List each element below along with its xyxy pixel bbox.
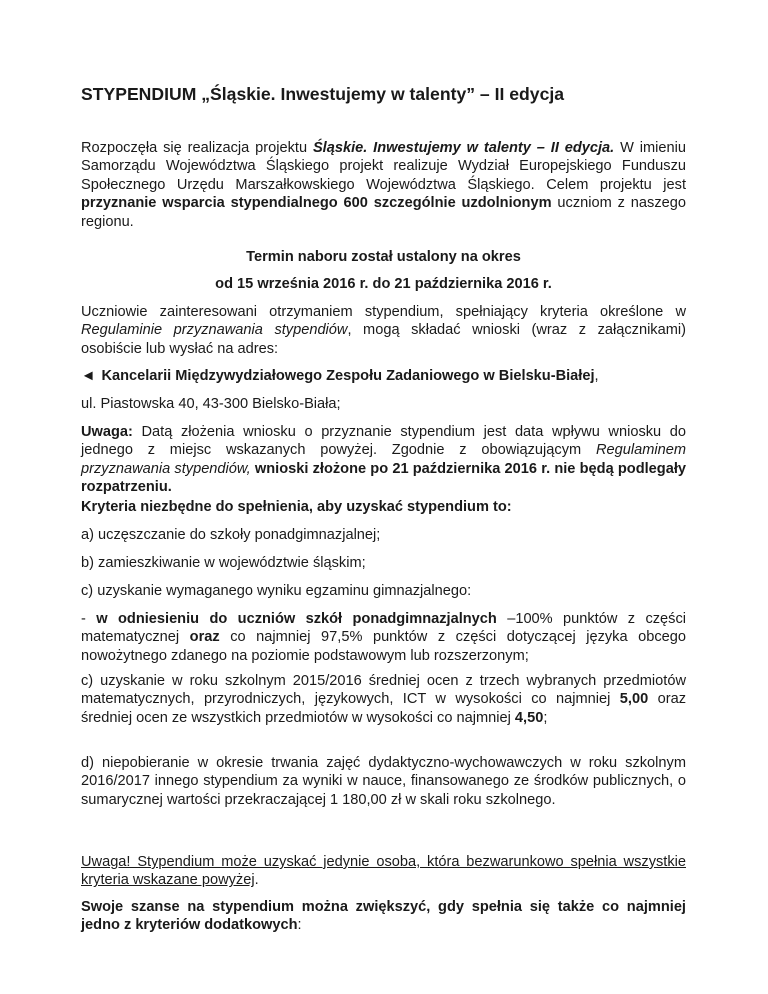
project-name: Śląskie. Inwestujemy w talenty – II edycja.: [312, 140, 615, 156]
intro-goal: przyznanie wsparcia stypendialnego 600 szczególnie uzdolnionym: [81, 195, 552, 212]
uwaga-2: Uwaga! Stypendium może uzyskać jedynie osoba, która bezwarunkowo spełnia wszystkie kryteria wskazane powyżej.: [81, 854, 686, 889]
kryterium-d: d) niepobieranie w okresie trwania zajęć dydaktyczno-wychowawczych w roku szkolnym 2016/2017 innego stypendium za wyniki w nauce, finansowanego ze środków publicznych, o sumarycznej wartości przekraczającej 1 180,00 zł w skali roku szkolnego.: [81, 755, 686, 808]
kryteria-heading: Kryteria niezbędne do spełnienia, aby uzyskać stypendium to:: [81, 499, 512, 515]
kryterium-b: b) zamieszkiwanie w województwie śląskim;: [81, 555, 366, 571]
uwaga-paragraph: Uwaga: Datą złożenia wniosku o przyznanie stypendium jest data wpływu wniosku do jednego z miejsc wskazanych powyżej. Zgodnie z obowiązującym Regulaminem przyznawania stypendiów, wnioski złożone po 21 października 2016 r. nie będą podlegały rozpatrzeniu.: [81, 424, 686, 496]
intro-text-2: W imieniu Samorządu Województwa Śląskiego projekt realizuje Wydział Europejskiego Funduszu Społecznego Urzędu Marszałkowskiego Województwa Śląskiego. Celem projektu jest: [81, 140, 686, 193]
nabor-line-1: Termin naboru został ustalony na okres: [246, 249, 521, 265]
intro-text-3: uczniom z naszego regionu.: [81, 195, 686, 230]
szanse-paragraph: Swoje szanse na stypendium można zwiększyć, gdy spełnia się także co najmniej jedno z kryteriów dodatkowych:: [81, 899, 686, 934]
address-street: ul. Piastowska 40, 43-300 Bielsko-Biała;: [81, 396, 341, 412]
kryterium-c2: c) uzyskanie w roku szkolnym 2015/2016 średniej ocen z trzech wybranych przedmiotów matematycznych, przyrodniczych, językowych, ICT w wysokości co najmniej 5,00 oraz średniej ocen ze wszystkich przedmiotów w wysokości co najmniej 4,50;: [81, 673, 686, 726]
intro-text-1: Rozpoczęła się realizacja projektu: [81, 140, 313, 156]
intro-paragraph: [81, 139, 686, 231]
nabor-dates: od 15 września 2016 r. do 21 października 2016 r.: [215, 276, 552, 292]
kryterium-c: c) uzyskanie wymaganego wyniku egzaminu gimnazjalnego:: [81, 583, 472, 599]
kryterium-c-detail: - w odniesieniu do uczniów szkół ponadgimnazjalnych –100% punktów z części matematycznej oraz co najmniej 97,5% punktów z części dotyczącej języka obcego nowożytnego zdanego na poziomie podstawowym lub rozszerzonym;: [81, 611, 686, 664]
address-recipient: ◄ Kancelarii Międzywydziałowego Zespołu Zadaniowego w Bielsku-Białej,: [81, 368, 599, 384]
regulamin-ref: Regulaminie przyznawania stypendiów: [81, 322, 348, 339]
arrow-left-icon: ◄: [81, 368, 96, 384]
kryterium-a: a) uczęszczanie do szkoły ponadgimnazjalnej;: [81, 527, 381, 543]
uczniowie-paragraph: Uczniowie zainteresowani otrzymaniem stypendium, spełniający kryteria określone w Regulaminie przyznawania stypendiów, mogą składać wnioski (wraz z załącznikami) osobiście lub wysłać na adres:: [81, 304, 686, 357]
document-title: STYPENDIUM „Śląskie. Inwestujemy w talenty” – II edycja: [81, 84, 565, 104]
